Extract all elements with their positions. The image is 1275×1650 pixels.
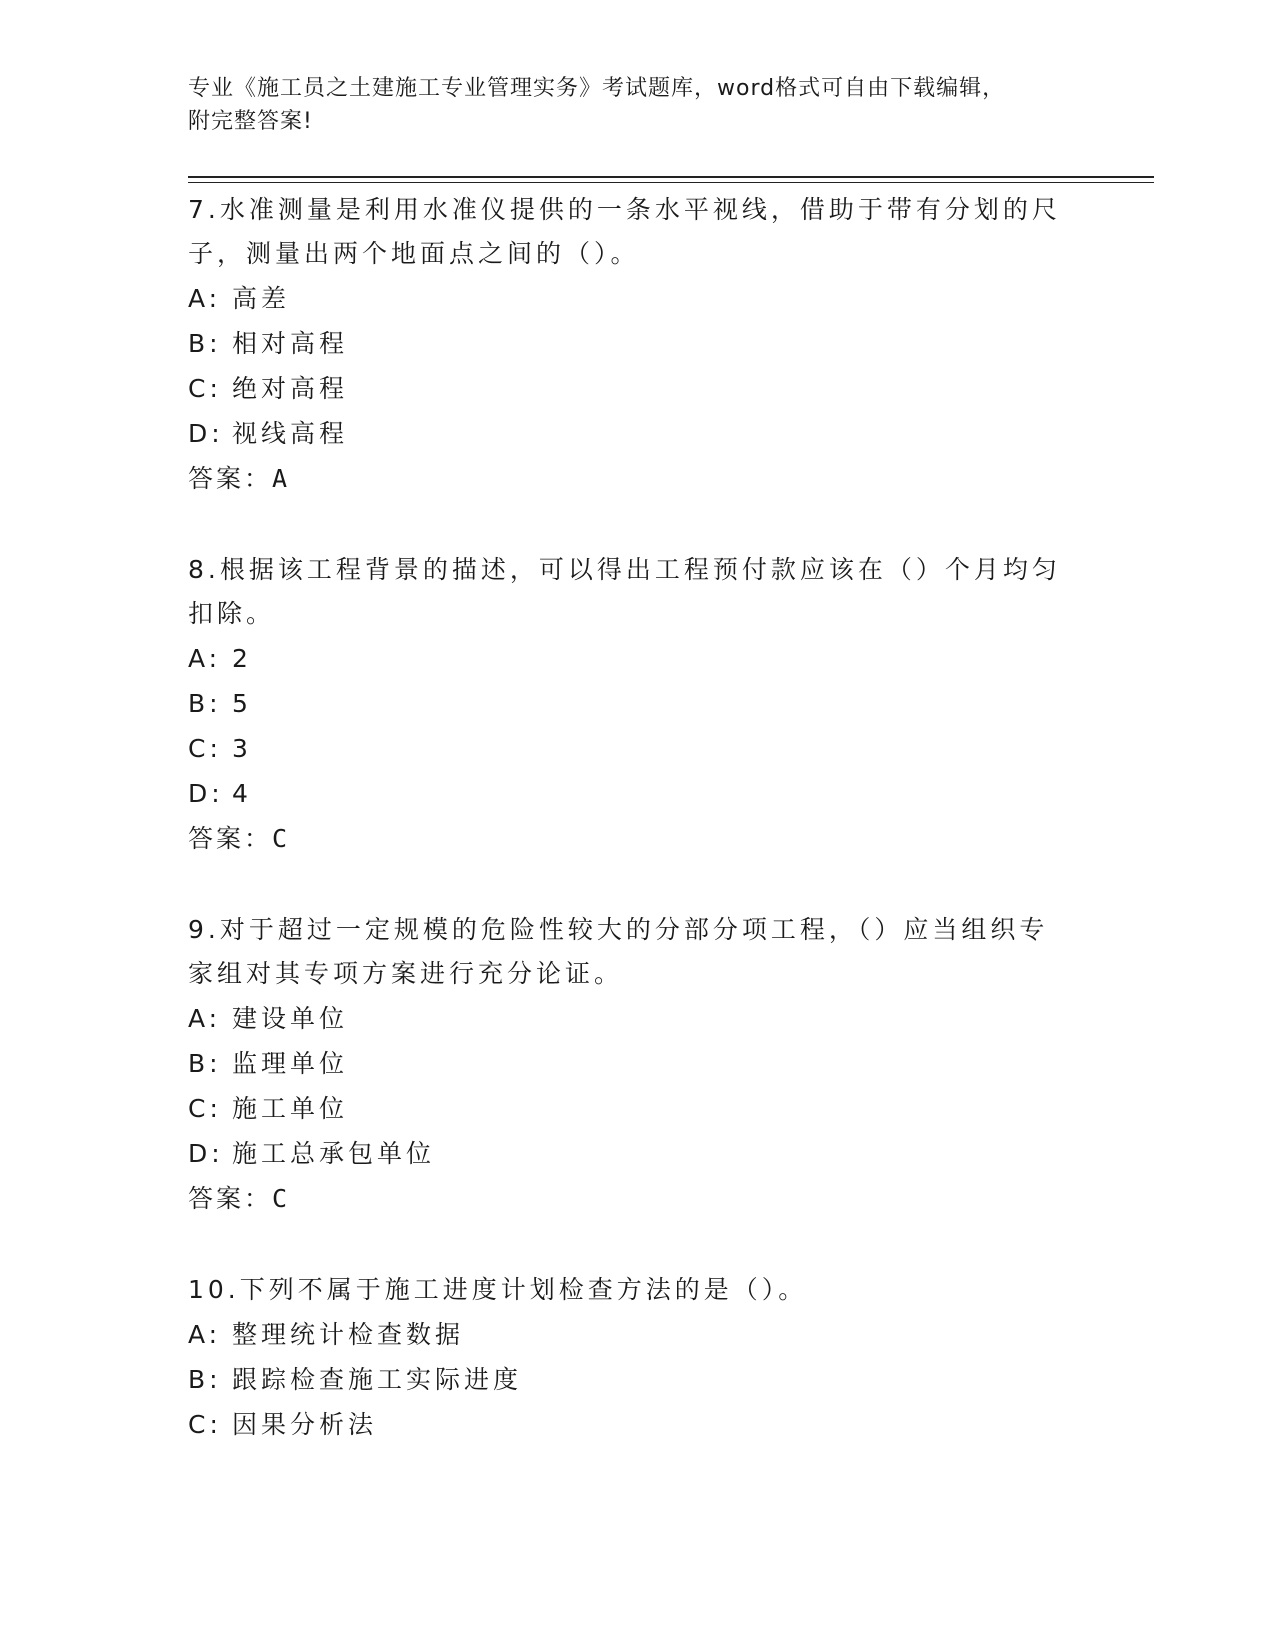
option-a — [188, 996, 1068, 1041]
option-d — [188, 771, 1068, 816]
header-divider-thick — [188, 176, 1154, 178]
option-text: 因果分析法 — [232, 1410, 378, 1439]
option-c — [188, 1086, 1068, 1131]
option-letter: B: — [188, 1365, 222, 1394]
question-stem: 9.对于超过一定规模的危险性较大的分部分项工程，（）应当组织专家组对其专项方案进行充分论证。 — [188, 915, 1049, 988]
option-text: 相对高程 — [232, 329, 349, 358]
question-stem: 10.下列不属于施工进度计划检查方法的是（）。 — [188, 1275, 808, 1304]
option-letter: A: — [188, 284, 222, 313]
option-letter: B: — [188, 1049, 222, 1078]
answer — [188, 1176, 1068, 1221]
option-letter: C: — [188, 374, 222, 403]
option-letter: C: — [188, 734, 222, 763]
option-text: 建设单位 — [232, 1004, 349, 1033]
header-intro-line-1: 专业《施工员之土建施工专业管理实务》考试题库，word格式可自由下载编辑， — [188, 76, 1006, 101]
question-8 — [188, 548, 1068, 861]
option-letter: D: — [188, 419, 224, 448]
option-text: 跟踪检查施工实际进度 — [232, 1365, 523, 1394]
option-b — [188, 321, 1068, 366]
option-c — [188, 366, 1068, 411]
option-letter: D: — [188, 779, 224, 808]
document-header — [188, 72, 1068, 138]
option-text: 4 — [232, 779, 252, 808]
option-b — [188, 1041, 1068, 1086]
option-text: 3 — [232, 734, 252, 763]
option-c — [188, 1402, 1068, 1447]
answer-label: 答案： — [188, 1184, 273, 1213]
option-b — [188, 1357, 1068, 1402]
header-divider-thin — [188, 182, 1154, 183]
option-text: 高差 — [232, 284, 291, 313]
option-letter: C: — [188, 1094, 222, 1123]
answer — [188, 816, 1068, 861]
option-text: 施工单位 — [232, 1094, 349, 1123]
question-stem: 8.根据该工程背景的描述，可以得出工程预付款应该在（）个月均匀扣除。 — [188, 555, 1061, 628]
option-letter: A: — [188, 1320, 222, 1349]
question-7 — [188, 188, 1068, 501]
question-10 — [188, 1268, 1068, 1447]
option-text: 2 — [232, 644, 252, 673]
option-text: 视线高程 — [232, 419, 349, 448]
answer-label: 答案： — [188, 824, 273, 853]
option-letter: A: — [188, 644, 222, 673]
option-d — [188, 1131, 1068, 1176]
question-list — [188, 188, 1068, 1447]
option-text: 整理统计检查数据 — [232, 1320, 465, 1349]
option-text: 施工总承包单位 — [232, 1139, 436, 1168]
option-letter: A: — [188, 1004, 222, 1033]
answer — [188, 456, 1068, 501]
question-stem: 7.水准测量是利用水准仪提供的一条水平视线，借助于带有分划的尺子，测量出两个地面点之间的（）。 — [188, 195, 1061, 268]
option-b — [188, 681, 1068, 726]
header-intro-line-2: 附完整答案! — [188, 109, 313, 134]
option-text: 5 — [232, 689, 252, 718]
option-d — [188, 411, 1068, 456]
question-9 — [188, 908, 1068, 1221]
option-letter: C: — [188, 1410, 222, 1439]
answer-value: C — [272, 1184, 291, 1213]
option-letter: B: — [188, 689, 222, 718]
answer-label: 答案： — [188, 464, 273, 493]
option-a — [188, 1312, 1068, 1357]
answer-value: A — [272, 464, 291, 493]
option-letter: B: — [188, 329, 222, 358]
option-letter: D: — [188, 1139, 224, 1168]
option-a — [188, 636, 1068, 681]
answer-value: C — [272, 824, 291, 853]
option-c — [188, 726, 1068, 771]
option-text: 绝对高程 — [232, 374, 349, 403]
option-text: 监理单位 — [232, 1049, 349, 1078]
option-a — [188, 276, 1068, 321]
